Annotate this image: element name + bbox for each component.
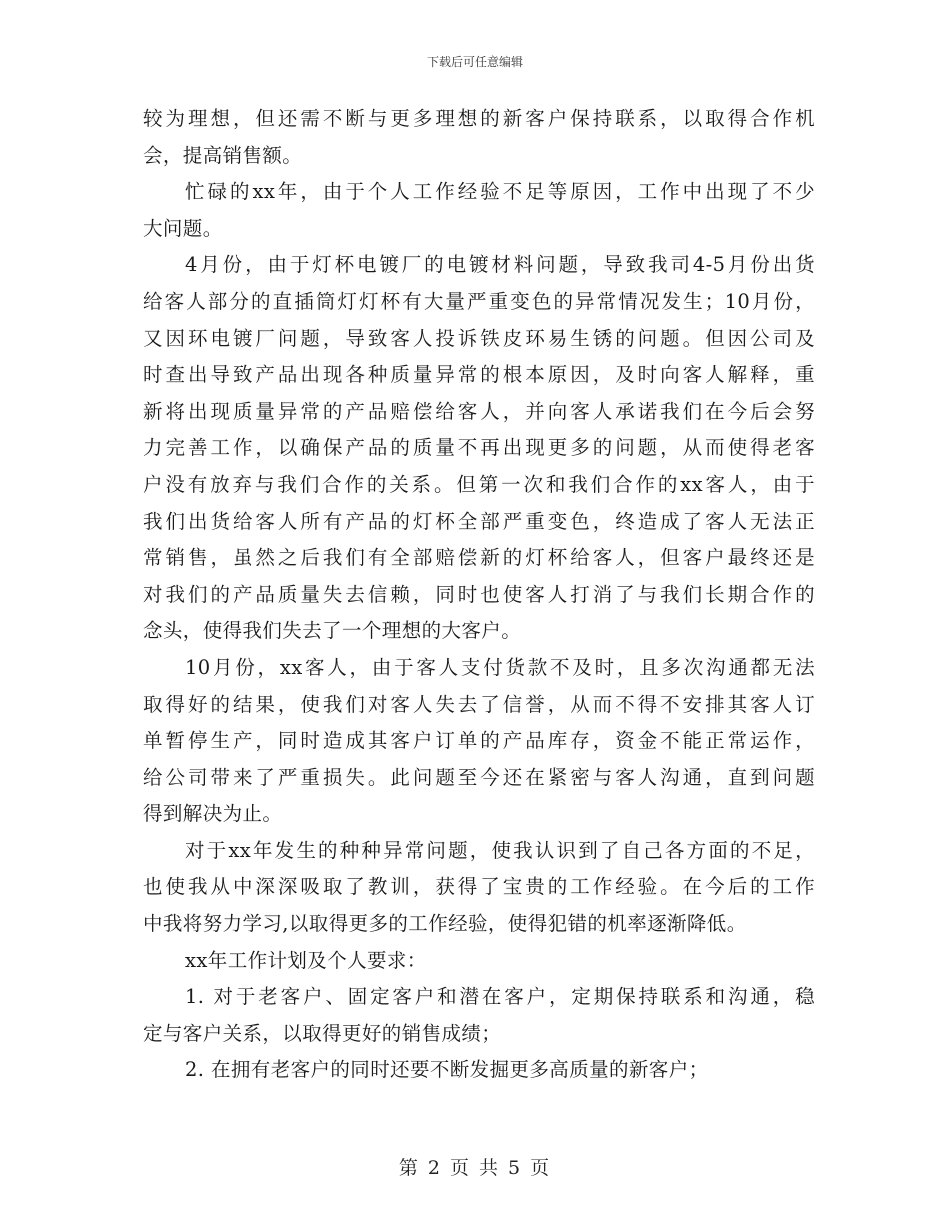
text-line: 新将出现质量异常的产品赔偿给客人，并向客人承诺我们在今后会努 [143, 399, 815, 423]
paragraph [143, 943, 815, 980]
text-line: 常销售，虽然之后我们有全部赔偿新的灯杯给客人，但客户最终还是 [143, 546, 815, 570]
page-header: 下载后可任意编辑 [426, 55, 523, 69]
text-line: 4月份，由于灯杯电镀厂的电镀材料问题，导致我司4-5月份出货 [185, 253, 815, 277]
paragraph [143, 979, 815, 1052]
text-line: 我们出货给客人所有产品的灯杯全部严重变色，终造成了客人无法正 [143, 509, 815, 533]
text-line: 又因环电镀厂问题，导致客人投诉铁皮环易生锈的问题。但因公司及 [143, 326, 815, 350]
text-line: 忙碌的xx年，由于个人工作经验不足等原因，工作中出现了不少 [185, 180, 815, 204]
text-line: 得到解决为止。 [143, 802, 283, 826]
text-line: 10月份，xx客人，由于客人支付货款不及时，且多次沟通都无法 [185, 655, 815, 679]
page-footer: 第 2 页 共 5 页 [398, 1157, 552, 1179]
paragraph [143, 650, 815, 833]
paragraph [143, 1052, 815, 1089]
paragraph [143, 174, 815, 247]
text-line: 较为理想，但还需不断与更多理想的新客户保持联系，以取得合作机 [143, 107, 815, 130]
text-line: 大问题。 [143, 216, 223, 240]
text-line: 力完善工作，以确保产品的质量不再出现更多的问题，从而使得老客 [143, 436, 815, 460]
text-line: 给客人部分的直插筒灯灯杯有大量严重变色的异常情况发生；10月份， [143, 289, 815, 313]
text-line: 单暂停生产，同时造成其客户订单的产品库存，资金不能正常运作， [143, 729, 815, 753]
text-line: 1. 对于老客户、固定客户和潜在客户，定期保持联系和沟通，稳 [185, 985, 815, 1009]
text-line: 定与客户关系，以取得更好的销售成绩； [143, 1021, 502, 1045]
text-line: 取得好的结果，使我们对客人失去了信誉，从而不得不安排其客人订 [143, 692, 815, 716]
text-line: 会，提高销售额。 [143, 143, 303, 167]
document-body [143, 101, 815, 1089]
text-line: 中我将努力学习,以取得更多的工作经验，使得犯错的机率逐渐降低。 [143, 912, 747, 936]
text-line: 念头，使得我们失去了一个理想的大客户。 [143, 619, 522, 643]
text-line: xx年工作计划及个人要求： [185, 948, 427, 972]
text-line: 户没有放弃与我们合作的关系。但第一次和我们合作的xx客人，由于 [143, 472, 815, 496]
text-line: 2. 在拥有老客户的同时还要不断发掘更多高质量的新客户； [185, 1058, 709, 1082]
paragraph [143, 247, 815, 650]
text-line: 也使我从中深深吸取了教训，获得了宝贵的工作经验。在今后的工作 [143, 875, 815, 899]
paragraph [143, 833, 815, 943]
text-line: 对我们的产品质量失去信赖，同时也使客人打消了与我们长期合作的 [143, 582, 815, 606]
paragraph [143, 101, 815, 174]
text-line: 给公司带来了严重损失。此问题至今还在紧密与客人沟通，直到问题 [143, 765, 815, 789]
text-line: 时查出导致产品出现各种质量异常的根本原因，及时向客人解释，重 [143, 363, 815, 387]
text-line: 对于xx年发生的种种异常问题，使我认识到了自己各方面的不足， [185, 838, 815, 862]
